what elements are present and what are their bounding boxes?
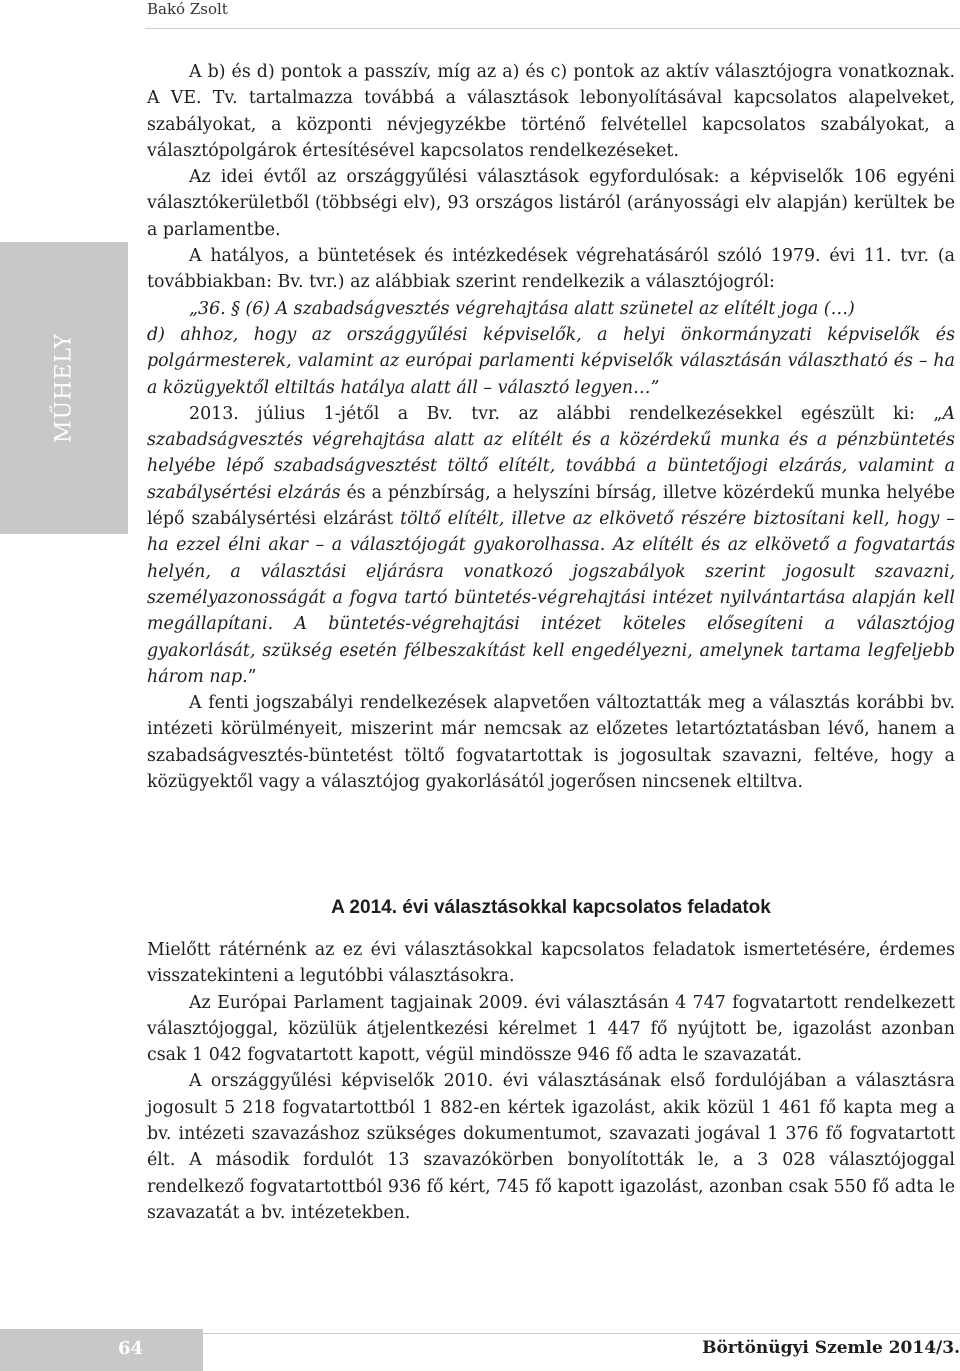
amendment-intro: 2013. július 1-jétől a Bv. tvr. az alábbi rendelkezésekkel egészült ki: „ xyxy=(189,403,943,424)
paragraph-amendment xyxy=(147,401,955,690)
amendment-quote: A szabadságvesztés végrehajtása alatt az elítélt és a közérdekű munka és a pénzbüntetés helyébe lépő szabadságvesztést töltő elítélt, továbbá a büntetőjogi elzárás, valamint a szabálysértési elzárás xyxy=(147,403,955,503)
article-body-part1 xyxy=(147,59,955,795)
footer-divider xyxy=(203,1333,960,1334)
page-number: 64 xyxy=(118,1338,144,1359)
closing-quote: ” xyxy=(247,666,257,687)
amendment-quote: töltő elítélt, illetve az elkövető részére biztosítani kell, hogy – ha ezzel élni akar – a választójogát gyakorolhassa. Az elítélt és az elkövető a fogvatartás helyén, a választási eljárásra vonatkozó jogszabályok szerint jogosult szavazni, személyazonosságát a fogva tartó büntetés-végrehajtási intézet nyilvántartása alapján kell megállapítani. A büntetés-végrehajtási intézet köteles elősegíteni a választójog gyakorlását, szükség esetén félbeszakítást kell engedélyezni, amelynek tartama legfeljebb három nap. xyxy=(147,509,955,687)
law-quote xyxy=(147,296,955,322)
paragraph: Az Európai Parlament tagjainak 2009. évi választásán 4 747 fogvatartott rendelkezett választójoggal, közülük átjelentkezési kérelmet 1 447 fő nyújtott be, igazolást azonban csak 1 042 fogvatartott kapott, végül mindössze 946 fő adta le szavazatát. xyxy=(147,992,955,1066)
running-header-author: Bakó Zsolt xyxy=(147,0,228,18)
paragraph: Mielőtt rátérnénk az ez évi választásokkal kapcsolatos feladatok ismertetésére, érdemes visszatekinteni a legutóbbi választásokra. xyxy=(147,940,955,987)
paragraph: A fenti jogszabályi rendelkezések alapvetően változtatták meg a választás korábbi bv. intézeti körülményeit, miszerint már nemcsak az előzetes letartóztatásban lévő, hanem a szabadságvesztés-büntetést töltő fogvatartottak is jogosultak szavazni, feltéve, hogy a közügyektől vagy a választójog gyakorlásától jogerősen nincsenek eltiltva. xyxy=(147,693,955,793)
header-divider xyxy=(145,28,960,29)
paragraph: Az idei évtől az országgyűlési választások egyfordulósak: a képviselők 106 egyéni választókerületből (többségi elv), 93 országos listáról (arányossági elv alapján) kerültek be a parlamentbe. xyxy=(147,167,955,240)
section-heading: A 2014. évi választásokkal kapcsolatos feladatok xyxy=(331,897,771,918)
paragraph: A b) és d) pontok a passzív, míg az a) és c) pontok az aktív választójogra vonatkoznak. A VE. Tv. tartalmazza továbbá a választások lebonyolításával kapcsolatos alapelveket, szabályokat, a központi névjegyzékbe történő felvétellel kapcsolatos szabályokat, a választópolgárok értesítésével kapcsolatos rendelkezéseket. xyxy=(147,62,955,161)
paragraph: A országgyűlési képviselők 2010. évi választásának első fordulójában a választásra jogosult 5 218 fogvatartottból 1 882-en kértek igazolást, akik közül 1 461 fő kapta meg a bv. intézeti szavazáshoz szükséges dokumentumot, szavazati jogával 1 376 fő fogvatartott élt. A második fordulót 13 szavazókörben bonyolították le, a 3 028 választójoggal rendelkező fogvatartottból 936 fő kért, 745 fő kapott igazolást, azonban csak 550 fő adta le szavazatát a bv. intézetekben. xyxy=(147,1071,955,1223)
section-side-tab xyxy=(0,242,128,534)
amendment-quote-plain: és a pénzbírság, a helyszíni bírság, illetve közérdekű munka helyébe lépő szabálysértési elzárást xyxy=(147,482,955,530)
journal-title: Börtönügyi Szemle 2014/3. xyxy=(702,1338,960,1358)
footer-page-box xyxy=(0,1329,203,1371)
law-quote-text: „36. § (6) A szabadságvesztés végrehajtása alatt szünetel az elítélt joga (…) xyxy=(189,298,855,319)
article-body-part2 xyxy=(147,937,955,1226)
law-quote xyxy=(147,322,955,401)
side-tab-label: MŰHELY xyxy=(51,332,77,444)
law-quote-text: d) ahhoz, hogy az országgyűlési képviselők, a helyi önkormányzati képviselők és polgármesterek, valamint az európai parlamenti képviselők választásán választható és – ha a közügyektől eltiltás hatálya alatt áll – választó legyen…” xyxy=(147,324,955,398)
paragraph: A hatályos, a büntetések és intézkedések végrehatásáról szóló 1979. évi 11. tvr. (a továbbiakban: Bv. tvr.) az alábbiak szerint rendelkezik a választójogról: xyxy=(147,246,955,293)
